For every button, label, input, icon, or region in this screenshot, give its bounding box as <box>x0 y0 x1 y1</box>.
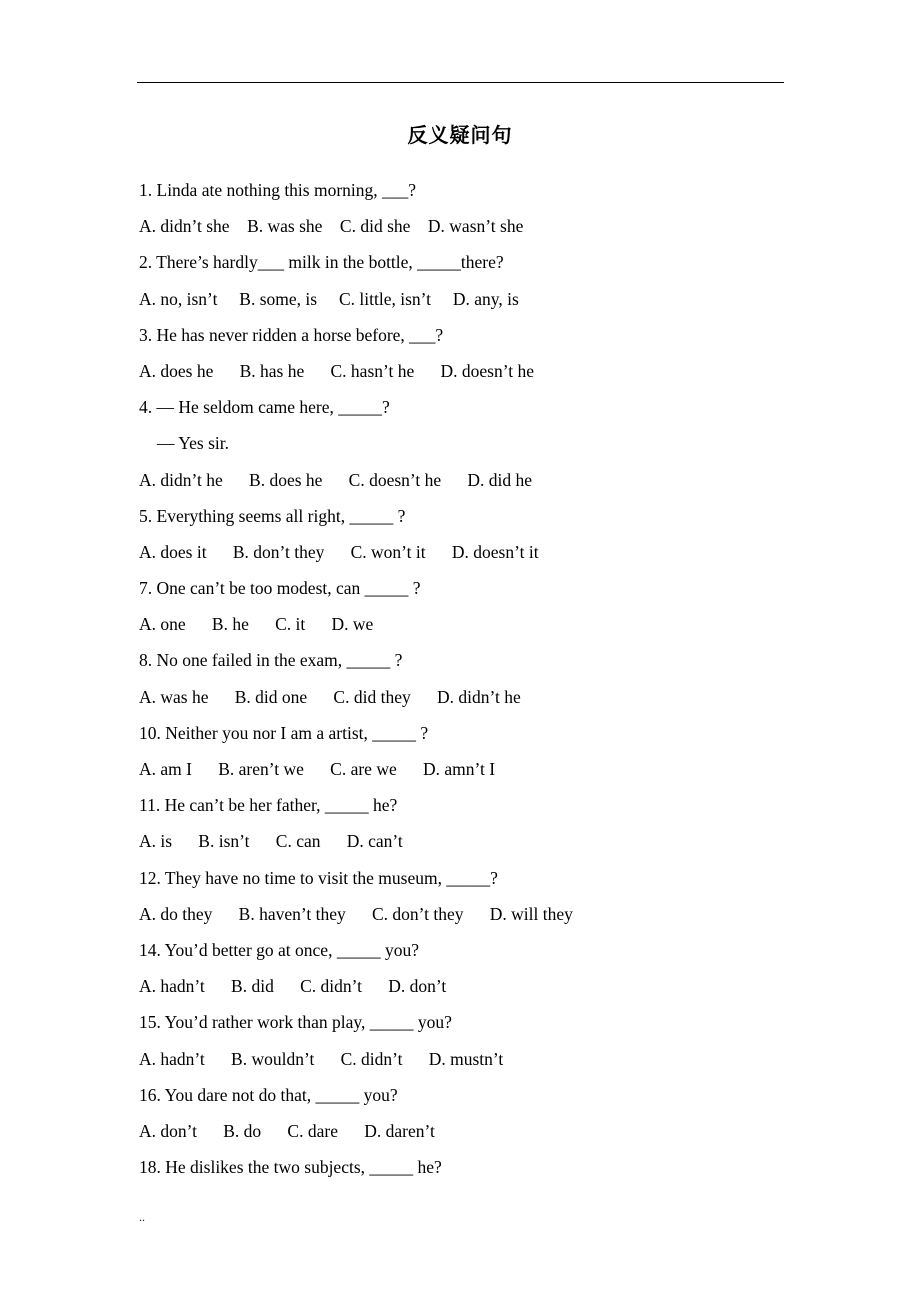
question-line: 2. There’s hardly___ milk in the bottle, _____there? <box>139 252 504 273</box>
question-line: 1. Linda ate nothing this morning, ___? <box>139 180 417 200</box>
question-line: 12. They have no time to visit the museum, _____? <box>139 867 498 888</box>
options-line: A. does he B. has he C. hasn’t he D. doesn’t he <box>139 360 534 381</box>
question-line: 15. You’d rather work than play, _____ you? <box>139 1012 452 1033</box>
options-line: A. does it B. don’t they C. won’t it D. doesn’t it <box>139 541 539 562</box>
question-line: 3. He has never ridden a horse before, ___? <box>139 324 444 345</box>
dialogue-reply-line: — Yes sir. <box>157 433 229 454</box>
footer-mark: .. <box>139 1210 145 1224</box>
options-line: A. no, isn’t B. some, is C. little, isn’t D. any, is <box>139 288 519 309</box>
options-line: A. don’t B. do C. dare D. daren’t <box>139 1120 435 1141</box>
question-line: 16. You dare not do that, _____ you? <box>139 1084 398 1105</box>
options-line: A. hadn’t B. did C. didn’t D. don’t <box>139 976 447 997</box>
header-rule <box>137 82 784 83</box>
options-line: A. one B. he C. it D. we <box>139 614 374 635</box>
question-line: 10. Neither you nor I am a artist, _____ ? <box>139 722 429 743</box>
options-line: A. was he B. did one C. did they D. didn’t he <box>139 686 521 707</box>
options-line: A. do they B. haven’t they C. don’t they D. will they <box>139 903 573 924</box>
question-line: 11. He can’t be her father, _____ he? <box>139 795 398 816</box>
question-line: 14. You’d better go at once, _____ you? <box>139 939 419 960</box>
options-line: A. didn’t he B. does he C. doesn’t he D. did he <box>139 469 533 490</box>
question-line: 5. Everything seems all right, _____ ? <box>139 505 406 526</box>
options-line: A. hadn’t B. wouldn’t C. didn’t D. mustn’t <box>139 1048 504 1069</box>
options-line: A. is B. isn’t C. can D. can’t <box>139 831 403 852</box>
options-line: A. didn’t she B. was she C. did she D. wasn’t she <box>139 216 524 237</box>
question-line: 18. He dislikes the two subjects, _____ he? <box>139 1157 442 1178</box>
question-line: 8. No one failed in the exam, _____ ? <box>139 650 403 671</box>
question-list <box>139 178 819 1191</box>
page-title: 反义疑问句 <box>407 123 513 147</box>
question-line: 4. — He seldom came here, _____? <box>139 397 390 418</box>
question-line: 7. One can’t be too modest, can _____ ? <box>139 578 421 599</box>
options-line: A. am I B. aren’t we C. are we D. amn’t I <box>139 759 496 779</box>
